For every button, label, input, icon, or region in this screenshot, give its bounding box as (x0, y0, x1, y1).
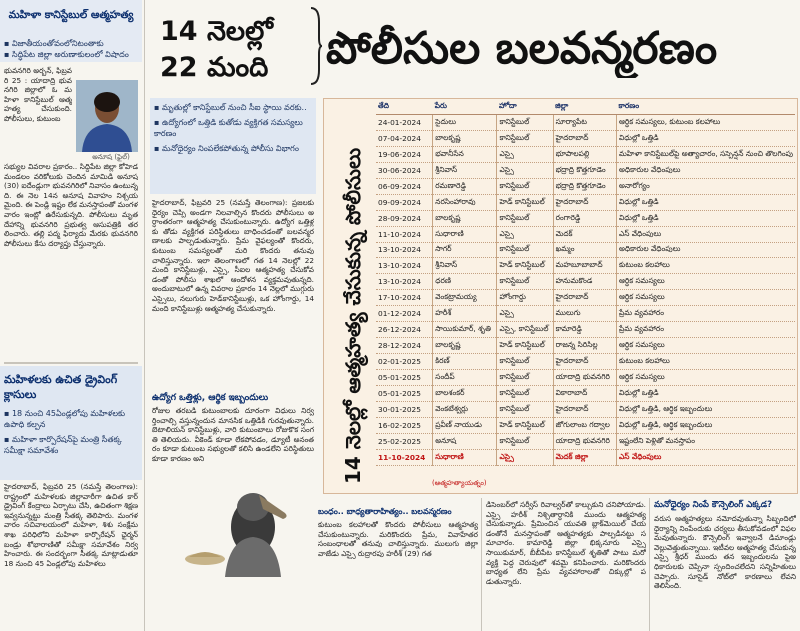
cell-district: ములుగు (553, 306, 616, 322)
cell-reason: ఎస్ వేధింపులు (616, 449, 795, 465)
table-row (376, 146, 795, 162)
table-title-text: 14 నెలల్లో ఆత్మహత్య చేసుకున్న పోలీసులు (341, 147, 365, 484)
section2-body: హైదరాబాద్, ఫిబ్రవరి 25 (నమస్తే తెలంగాణ): రాష్ట్రంలో మహిళలకు జిల్లావారీగా ఉచిత కార్ డ్రైవింగ్ కేంద్రాలు ఏర్పాటు చేసి, ఉచితంగా శిక్షణ ఇవ్వనున్నట్టు మంత్రి సీతక్క తెలిపారు. మంగళవారం సచివాలయంలో మహిళా, శిశు సంక్షేమ శాఖ పరిధిలోని మహిళా కార్పొరేషన్ ఛైర్మన్ బండ్రు శోభారాణితో సమీక్షా సమావేశం నిర్వహించారు. ఈ సందర్భంగా సీతక్క మాట్లాడుతూ 18 నుంచి 45 ఏండ్లలోపు మహిళలు (4, 482, 138, 568)
cell-reason: మహిళా కానిస్టేబుల్‌పై అత్యాచారం, సస్పెన్షన్ నుంచి తొలగింపు (616, 146, 795, 162)
headline-kicker (160, 14, 306, 86)
cell-name: ధరణి (433, 274, 497, 290)
cell-rank: కానిస్టేబుల్ (497, 370, 553, 386)
cell-reason: కుటుంబ కలహాలు (616, 354, 795, 370)
cell-rank: హెడ్ కానిస్టేబుల్ (497, 338, 553, 354)
table-row (376, 115, 795, 131)
table-row (376, 210, 795, 226)
cell-name: అనూష (433, 433, 497, 449)
cell-reason: విధుల్లో ఒత్తిడి (616, 210, 795, 226)
cell-name: సాగర్ (433, 242, 497, 258)
table-row (376, 385, 795, 401)
cell-date: 17-10-2024 (376, 290, 433, 306)
cell-district: వికారాబాద్ (553, 385, 616, 401)
header-district: జిల్లా (553, 99, 616, 115)
cell-reason: అధికారుల వేధింపులు (616, 242, 795, 258)
cell-name: బాలకృష్ణ (433, 130, 497, 146)
attempt-note: (ఆత్మహత్యాయత్నం) (432, 479, 487, 487)
bottom-col3-body: వరుస ఆత్మహత్యలు నమోదవుతున్నా సిబ్బందిలో ధైర్యాన్ని నింపేందుకు చర్యలు తీసుకోవడంలో విఫలమవుతున్నారు. కౌన్సెలింగ్ ఇవ్వాలనే డిమాండ్లు వెల్లువెత్తుతున్నాయి. ఇటీవల ఆత్మహత్య చేసుకున్న ఎస్సై శ్రీధర్ ముందు తన ఇబ్బందులను పైఅధికారులకు చెప్పినా స్పందించలేదని సన్నిహితులు చెప్పారు. సూసైడ్ నోట్‌లో కారణాలు లేవని తెలిసింది. (654, 514, 796, 591)
cell-name: రమణారెడ్డి (433, 178, 497, 194)
summary-bullet-3: ▪ మనోధైర్యం నింపలేకపోతున్న పోలీసు విభాగం (154, 144, 299, 153)
cell-rank: కానిస్టేబుల్ (497, 433, 553, 449)
cell-district: యాదాద్రి భువనగిరి (553, 433, 616, 449)
cell-date: 13-10-2024 (376, 258, 433, 274)
cell-date: 25-02-2025 (376, 433, 433, 449)
cell-rank: హెడ్ కానిస్టేబుల్ (497, 258, 553, 274)
cell-name: సుధారాణి (433, 449, 497, 465)
headline-kicker-line2: 22 మంది (160, 52, 269, 83)
subhead: ఉద్యోగ ఒత్తిళ్లు, ఆర్థిక ఇబ్బందులు (152, 393, 269, 403)
cell-reason: ఎస్ వేధింపులు (616, 226, 795, 242)
cell-rank: హెడ్ కానిస్టేబుల్ (497, 417, 553, 433)
cell-date: 30-01-2025 (376, 401, 433, 417)
cell-date: 24-01-2024 (376, 115, 433, 131)
bottom-col1-head: బంధం.. బాధ్యతారాహిత్యం.. బలవన్మరణం (318, 507, 452, 516)
cell-date: 01-12-2024 (376, 306, 433, 322)
cell-reason: విధుల్లో ఒత్తిడి, ఆర్థిక ఇబ్బందులు (616, 417, 795, 433)
cell-reason: ప్రేమ వ్యవహారం (616, 306, 795, 322)
table-header-row (376, 99, 795, 115)
table-row (376, 306, 795, 322)
table-row (376, 322, 795, 338)
table-row (376, 194, 795, 210)
section1-bullet-2: ▪ సిద్ధిపేట జిల్లా అరుణాకులంలో విషాదం (4, 50, 129, 59)
cell-date: 28-09-2024 (376, 210, 433, 226)
cell-rank: కానిస్టేబుల్ (497, 130, 553, 146)
section1-bullet-1-text: విజాతీయంతోవంలోనిటంతాకు (11, 39, 104, 48)
table-row (376, 162, 795, 178)
cell-date: 26-12-2024 (376, 322, 433, 338)
cell-district: మహబూబాబాద్ (553, 258, 616, 274)
header-reason: కారణం (616, 99, 795, 115)
divider (4, 362, 138, 364)
cell-district: మెదక్ (553, 226, 616, 242)
cell-name: బాలశంకర్ (433, 385, 497, 401)
cell-name: ప్రవీణ్ నాయుడు (433, 417, 497, 433)
cell-rank: ఎస్సై (497, 306, 553, 322)
cell-reason: ఆర్థిక సమస్యలు, కుటుంబ కలహాలు (616, 115, 795, 131)
cell-rank: కానిస్టేబుల్ (497, 385, 553, 401)
section2-bullet-1: ▪ 18 నుంచి 45ఏండ్లలోపు మహిళలకు ఉపాధి కల్పన (4, 409, 125, 429)
cell-rank: హోంగార్డు (497, 290, 553, 306)
cell-rank: ఎస్సై (497, 146, 553, 162)
section2-title (4, 372, 138, 402)
cell-reason: కుటుంబ కలహాలు (616, 258, 795, 274)
cell-name: వెంకటేశ్వర్లు (433, 401, 497, 417)
header-date: తేది (376, 99, 433, 115)
column-divider (144, 0, 145, 631)
cell-date: 05-01-2025 (376, 370, 433, 386)
cell-district: మెదక్ జిల్లా (553, 449, 616, 465)
section2-title-text: మహిళలకు ఉచిత డ్రైవింగ్ క్లాసులు (4, 373, 118, 401)
main-body: హైదరాబాద్, ఫిబ్రవరి 25 (నమస్తే తెలంగాణ): ప్రజలకు ధైర్యం చెప్పి అండగా నిలవాల్సిన కొందరు పోలీసులు అర్ధాంతరంగా ఆత్మహత్య చేసుకుంటున్నారు. ఉద్యోగ ఒత్తిళ్లకు తోడు వ్యక్తిగత పరిస్థితులు బాధించడంతో బలవన్మరణాలకు పాల్పడుతున్నారు. ప్రేమ వైఫల్యంతో కొందరు, కుటుంబ సమస్యలతో మరి కొందరు తనువు చాలిస్తున్నారు. ఇలా తెలంగాణలో గత 14 నెలల్లో 22 మంది కానిస్టేబుళ్లు, ఎస్సై, సీఐల ఆత్మహత్య చేసుకోవడంతో పోలీసు శాఖలో ఆందోళన వ్యక్తమవుతున్నది. అందుబాటులో ఉన్న వివరాల ప్రకారం 14 నెల్లలో ముగ్గురు ఎస్సైలు, నలుగురు హెడ్‌కానిస్టేబుళ్లు, ఒక హోంగార్డు, 14 మంది కానిస్టేబుళ్లు ఆత్మహత్య చేసుకున్నారు. (152, 198, 314, 313)
table-row (376, 258, 795, 274)
cell-reason: ప్రేమ వ్యవహారం (616, 322, 795, 338)
header-name: పేరు (433, 99, 497, 115)
table-row (376, 226, 795, 242)
summary-bullet-1: ▪ మృతుల్లో కానిస్టేబుల్ నుంచి సీఐ స్థాయి వరకు.. (154, 103, 307, 112)
section1-title (4, 8, 138, 22)
section2-bullet-2-text: మహిళా కార్పొరేషన్‌పై మంత్రి సీతక్క సమీక్షా సమావేశం (4, 435, 122, 455)
cell-date: 30-06-2024 (376, 162, 433, 178)
cell-date: 19-06-2024 (376, 146, 433, 162)
bottom-divider-1 (481, 498, 482, 631)
cell-reason: ఆర్థిక సమస్యలు (616, 274, 795, 290)
suicides-table (376, 99, 795, 466)
cell-rank: ఎస్సై (497, 449, 553, 465)
cell-rank: కానిస్టేబుల్ (497, 354, 553, 370)
cell-rank: ఎస్సై (497, 226, 553, 242)
section2-bullet-1-text: 18 నుంచి 45ఏండ్లలోపు మహిళలకు ఉపాధి కల్పన (4, 409, 125, 429)
headline-kicker-line1: 14 నెలల్లో (160, 16, 273, 47)
table-row (376, 338, 795, 354)
bottom-divider-2 (649, 498, 650, 631)
cell-date: 16-02-2025 (376, 417, 433, 433)
table-row (376, 433, 795, 449)
table-row (376, 274, 795, 290)
cell-date: 13-10-2024 (376, 242, 433, 258)
cell-rank: ఎస్సై (497, 162, 553, 178)
anusha-photo (76, 80, 138, 152)
cell-name: భవానీసేన (433, 146, 497, 162)
cell-name: సుధారాణి (433, 226, 497, 242)
cell-date: 28-12-2024 (376, 338, 433, 354)
cell-rank: హెడ్ కానిస్టేబుల్ (497, 194, 553, 210)
cell-date: 07-04-2024 (376, 130, 433, 146)
cell-name: శ్రీనివాస్ (433, 258, 497, 274)
cell-name: కిరణ్ (433, 354, 497, 370)
cell-name: వెంకట్రామయ్య (433, 290, 497, 306)
cell-name: హరీశ్ (433, 306, 497, 322)
cell-district: హనుమకొండ (553, 274, 616, 290)
table-row (376, 449, 795, 465)
cell-district: రాజన్న సిరిసిల్ల (553, 338, 616, 354)
cell-district: ఖమ్మం (553, 242, 616, 258)
bottom-col3-head: మనోధైర్యం నింపే కౌన్సెలింగ్ ఎక్కడ? (654, 500, 773, 510)
section1-body: సభ్యుల వివరాల ప్రకారం.. సిద్దిపేట జిల్లా కోహెడ మండలం వరికోలుకు చెందిన మామిడి అనూష (30) ఐదేండ్లుగా భువనగిరిలో నివాసం ఉంటున్నది. ఈ నెల 14న అనూష వివాహం నిశ్చయమైంది. ఈ పెండ్లి ఇష్టం లేక మనస్తాపంతో మంగళవారం ఇంట్లో ఉరేసుకున్నది. పోలీసులు మృతదేహాన్ని భువనగిరి ప్రభుత్వ ఆసుపత్రికి తరలించారు. తల్లి పద్మ ఫిర్యాదు మేరకు భువనగిరి పోలీసులు కేసు దర్యాప్తు చేస్తున్నారు. (4, 162, 138, 248)
cell-date: 11-10-2024 (376, 226, 433, 242)
section1-bullet-2-text: సిద్ధిపేట జిల్లా అరుణాకులంలో విషాదం (11, 50, 129, 59)
summary-bullet-2: ▪ ఉద్యోగంలో ఒత్తిడి కుతోడు వ్యక్తిగత సమస్యలు కారణం (154, 118, 303, 138)
cell-district: సూర్యాపేట (553, 115, 616, 131)
cell-date: 06-09-2024 (376, 178, 433, 194)
table-row (376, 401, 795, 417)
cell-name: నరసింహారావు (433, 194, 497, 210)
cell-rank: ఎస్సై, కానిస్టేబుల్ (497, 322, 553, 338)
cell-name: శ్రీనివాస్ (433, 162, 497, 178)
cell-district: రంగారెడ్డి (553, 210, 616, 226)
table-row (376, 417, 795, 433)
cell-district: కామారెడ్డి (553, 322, 616, 338)
cell-rank: కానిస్టేబుల్ (497, 115, 553, 131)
headline-brace (309, 6, 323, 86)
section1-title-text: మహిళా కానిస్టేబుల్ ఆత్మహత్య (8, 9, 134, 21)
table-row (376, 242, 795, 258)
cell-reason: విధుల్లో ఒత్తిడి (616, 130, 795, 146)
cell-reason: ఇష్టంలేని పెళ్లితో మనస్తాపం (616, 433, 795, 449)
cell-rank: కానిస్టేబుల్ (497, 178, 553, 194)
distressed-officer-illustration (167, 487, 313, 577)
cell-name: సాయికుమార్, శృతి (433, 322, 497, 338)
cell-reason: ఆర్థిక సమస్యలు (616, 290, 795, 306)
cell-reason: విధుల్లో ఒత్తిడి (616, 194, 795, 210)
table-vertical-title (326, 104, 376, 488)
cell-date: 02-01-2025 (376, 354, 433, 370)
cell-district: భద్రాద్రి కొత్తగూడెం (553, 178, 616, 194)
cell-district: భద్రాద్రి కొత్తగూడెం (553, 162, 616, 178)
table-row (376, 354, 795, 370)
cell-date: 09-09-2024 (376, 194, 433, 210)
cell-district: జోగులాంబ గద్వాల (553, 417, 616, 433)
bottom-col2-body: డిసెంబర్‌లో సర్వీస్ రివాల్వర్‌తో కాల్చుకుని చనిపోయాడు. ఎస్సై హరీశ్ నిశ్చితార్థానికి ముందు ఆత్మహత్య చేసుకున్నాడు. ప్రేమించిన యువతి బ్లాక్‌మెయిల్ చేయడంతోనే మనస్తాపంతో ఆత్మహత్యకు పాల్పడినట్టు సమాచారం. కామారెడ్డి జిల్లా భిక్కనూరు ఎస్సై సాయికుమార్, బీబీపేట కానిస్టేబుల్ శృతితో పాటు మరో వ్యక్తి పెద్ద చెరువులో శవమై కనిపించారు. మరికొందరు బాధ్యత లేని ప్రేమ వ్యవహారాలతో చిక్కుల్లో పడుతున్నారు. (486, 500, 646, 586)
cell-name: సైదులు (433, 115, 497, 131)
cell-district: భూపాలపల్లి (553, 146, 616, 162)
table-row (376, 130, 795, 146)
cell-district: హైదరాబాద్ (553, 290, 616, 306)
cell-reason: విధుల్లో ఒత్తిడి, ఆర్థిక ఇబ్బందులు (616, 401, 795, 417)
cell-name: సందీప్ (433, 370, 497, 386)
cell-reason: ఆర్థిక సమస్యలు (616, 370, 795, 386)
photo-caption: అనూష (ఫైల్) (92, 153, 130, 161)
section2-bullet-2: ▪ మహిళా కార్పొరేషన్‌పై మంత్రి సీతక్క సమీక్షా సమావేశం (4, 435, 122, 455)
cell-name: బాలకృష్ణ (433, 338, 497, 354)
cell-district: హైదరాబాద్ (553, 401, 616, 417)
headline-main: పోలీసుల బలవన్మరణం (326, 23, 718, 74)
cell-reason: అనారోగ్యం (616, 178, 795, 194)
table-row (376, 178, 795, 194)
table-row (376, 290, 795, 306)
main-body-2: రోజుల తరబడి కుటుంబాలకు దూరంగా విధులు నిర్వర్తించాల్సి వస్తున్నందున మానసిక ఒత్తిడికి గురవుతున్నారు. బెటాలియన్ కానిస్టేబుళ్లు, వారి కుటుంబాలు రోజుకొక సంగతి తెలియదు. వీకెండ్ కూడా లేకపోవడం, డ్యూటీ అనంతరం కూడా కుటుంబ సభ్యులతో కలిసి ఉండలేని పరిస్థితులు కూడా కారణం అని (152, 406, 314, 463)
table-row (376, 370, 795, 386)
cell-district: హైదరాబాద్ (553, 130, 616, 146)
section1-body-intro: భువనగిరి అర్బన్, ఫిబ్రవరి 25 : యాదాద్రి భువనగిరి జిల్లాలో ఓ మహిళా కానిస్టేబుల్ ఆత్మహత్య చేసుకుంది. పోలీసులు, కుటుంబ (4, 66, 72, 123)
cell-district: యాదాద్రి భువనగిరి (553, 370, 616, 386)
summary-bullet-3-text: మనోధైర్యం నింపలేకపోతున్న పోలీసు విభాగం (161, 144, 299, 153)
summary-bullet-2-text: ఉద్యోగంలో ఒత్తిడి కుతోడు వ్యక్తిగత సమస్యలు కారణం (154, 118, 303, 138)
cell-reason: అధికారుల వేధింపులు (616, 162, 795, 178)
cell-rank: కానిస్టేబుల్ (497, 274, 553, 290)
cell-date: 11-10-2024 (376, 449, 433, 465)
left-column (0, 0, 142, 631)
header-rank: హోదా (497, 99, 553, 115)
cell-district: హైదరాబాద్ (553, 354, 616, 370)
cell-reason: ఆర్థిక సమస్యలు (616, 338, 795, 354)
cell-rank: కానిస్టేబుల్ (497, 210, 553, 226)
summary-bullet-1-text: మృతుల్లో కానిస్టేబుల్ నుంచి సీఐ స్థాయి వరకు.. (161, 103, 307, 112)
cell-date: 05-01-2025 (376, 385, 433, 401)
cell-date: 13-10-2024 (376, 274, 433, 290)
cell-name: బాలకృష్ణ (433, 210, 497, 226)
cell-district: హైదరాబాద్ (553, 194, 616, 210)
bottom-col1-body: కుటుంబ కలహాలతో కొందరు పోలీసులు ఆత్మహత్య చేసుకుంటున్నారు. మరికొందరు ప్రేమ, వివాహేతర సంబంధాలతో తనువు చాలిస్తున్నారు. ములుగు జిల్లా వాజేడు ఎస్సై రుద్రారపు హరీశ్ (29) గత (318, 520, 478, 558)
section1-bullet-1: ▪ విజాతీయంతోవంలోనిటంతాకు (4, 39, 104, 48)
cell-rank: కానిస్టేబుల్ (497, 401, 553, 417)
cell-reason: విధుల్లో ఒత్తిడి (616, 385, 795, 401)
cell-rank: కానిస్టేబుల్ (497, 242, 553, 258)
